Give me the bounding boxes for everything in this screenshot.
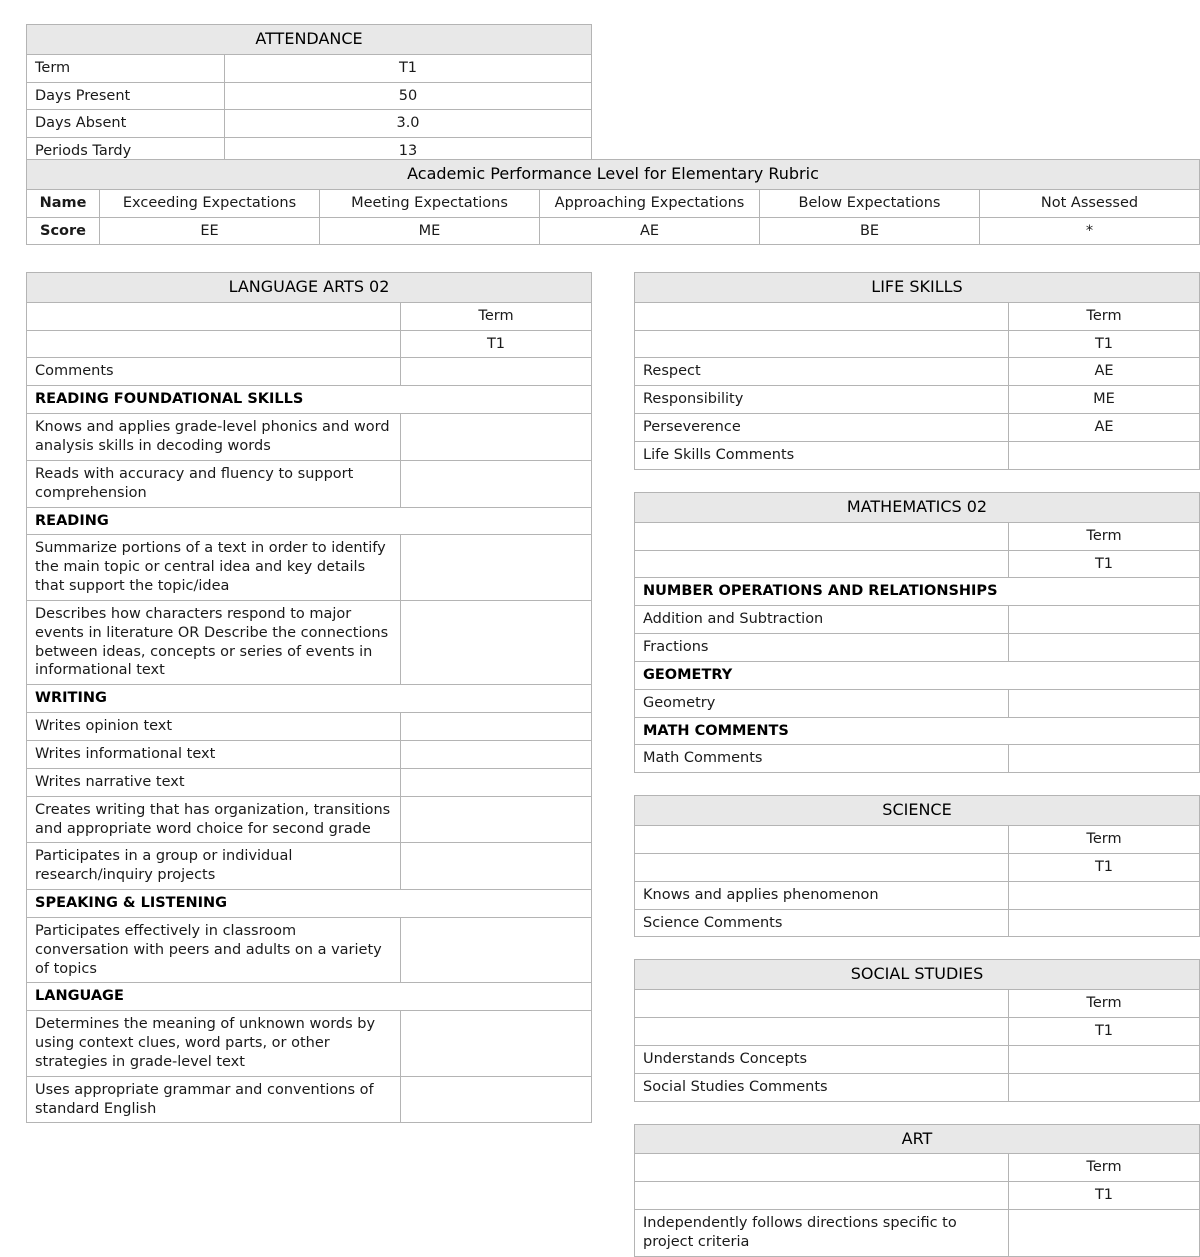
term-value-label: T1 bbox=[1009, 1018, 1200, 1046]
standard-grade-cell[interactable] bbox=[1009, 442, 1200, 470]
subject-title: ART bbox=[635, 1124, 1200, 1154]
attendance-value: 3.0 bbox=[225, 110, 592, 138]
term-header-label: Term bbox=[1009, 302, 1200, 330]
term-header-label: Term bbox=[1009, 522, 1200, 550]
standard-label: Comments bbox=[27, 358, 401, 386]
category-header-label: WRITING bbox=[27, 685, 592, 713]
standard-grade-cell[interactable] bbox=[1009, 634, 1200, 662]
standard-grade-cell[interactable] bbox=[1009, 1210, 1200, 1257]
subject-title-row bbox=[635, 960, 1200, 990]
category-header-label: MATH COMMENTS bbox=[635, 717, 1200, 745]
standard-grade-cell[interactable] bbox=[401, 414, 592, 461]
category-header-label: SPEAKING & LISTENING bbox=[27, 890, 592, 918]
standard-grade-cell[interactable] bbox=[401, 1011, 592, 1077]
standard-row bbox=[27, 713, 592, 741]
standard-label: Independently follows directions specific to project criteria bbox=[635, 1210, 1009, 1257]
term-header-row bbox=[27, 302, 592, 330]
standard-label: Science Comments bbox=[635, 909, 1009, 937]
term-value-label: T1 bbox=[1009, 1182, 1200, 1210]
rubric-level-name: Exceeding Expectations bbox=[100, 189, 320, 217]
standard-label: Responsibility bbox=[635, 386, 1009, 414]
standard-grade-cell[interactable]: AE bbox=[1009, 358, 1200, 386]
category-header-row bbox=[27, 507, 592, 535]
term-value-spacer bbox=[635, 550, 1009, 578]
term-header-label: Term bbox=[1009, 826, 1200, 854]
subject-table-language-arts-02 bbox=[26, 272, 592, 1123]
subject-title: MATHEMATICS 02 bbox=[635, 492, 1200, 522]
standard-row bbox=[27, 843, 592, 890]
subject-title: SOCIAL STUDIES bbox=[635, 960, 1200, 990]
standard-label: Participates effectively in classroom conversation with peers and adults on a variety of topics bbox=[27, 917, 401, 983]
standard-label: Writes opinion text bbox=[27, 713, 401, 741]
subject-title: LANGUAGE ARTS 02 bbox=[27, 273, 592, 303]
term-value-spacer bbox=[635, 1018, 1009, 1046]
term-value-row bbox=[635, 1182, 1200, 1210]
subject-title: LIFE SKILLS bbox=[635, 273, 1200, 303]
category-header-row bbox=[27, 890, 592, 918]
section-language-arts-02 bbox=[26, 272, 592, 1123]
standard-row bbox=[635, 909, 1200, 937]
standard-row bbox=[27, 768, 592, 796]
subject-title-row bbox=[635, 273, 1200, 303]
category-header-row bbox=[27, 685, 592, 713]
subject-title-row bbox=[635, 492, 1200, 522]
subject-table-social-studies bbox=[634, 959, 1200, 1101]
table-row bbox=[27, 110, 592, 138]
standard-label: Understands Concepts bbox=[635, 1045, 1009, 1073]
rubric-level-score: ME bbox=[320, 217, 540, 245]
standard-row bbox=[635, 442, 1200, 470]
section-art bbox=[634, 1124, 1200, 1257]
term-value-label: T1 bbox=[1009, 550, 1200, 578]
attendance-value: 50 bbox=[225, 82, 592, 110]
rubric-name-row bbox=[27, 189, 1200, 217]
standard-label: Social Studies Comments bbox=[635, 1073, 1009, 1101]
standard-row bbox=[27, 740, 592, 768]
standard-grade-cell[interactable]: AE bbox=[1009, 414, 1200, 442]
standard-row bbox=[27, 535, 592, 601]
term-header-spacer bbox=[635, 1154, 1009, 1182]
standard-label: Perseverence bbox=[635, 414, 1009, 442]
standard-label: Math Comments bbox=[635, 745, 1009, 773]
term-value-row bbox=[635, 1018, 1200, 1046]
standard-row bbox=[635, 689, 1200, 717]
category-header-row bbox=[635, 578, 1200, 606]
term-header-row bbox=[635, 302, 1200, 330]
attendance-label: Days Present bbox=[27, 82, 225, 110]
category-header-label: LANGUAGE bbox=[27, 983, 592, 1011]
rubric-table bbox=[26, 159, 1200, 245]
standard-row bbox=[635, 1210, 1200, 1257]
standard-grade-cell[interactable] bbox=[401, 535, 592, 601]
standard-grade-cell[interactable] bbox=[1009, 881, 1200, 909]
standard-row bbox=[635, 1073, 1200, 1101]
standard-row bbox=[27, 460, 592, 507]
standard-row bbox=[27, 600, 592, 684]
attendance-value: 13 bbox=[225, 138, 592, 166]
category-header-row bbox=[27, 386, 592, 414]
term-value-row bbox=[27, 330, 592, 358]
standard-grade-cell[interactable]: ME bbox=[1009, 386, 1200, 414]
attendance-label: Term bbox=[27, 54, 225, 82]
right-column bbox=[634, 272, 1200, 1257]
section-science bbox=[634, 795, 1200, 937]
table-row bbox=[27, 54, 592, 82]
standard-row bbox=[635, 881, 1200, 909]
subject-table-art bbox=[634, 1124, 1200, 1257]
term-value-label: T1 bbox=[1009, 330, 1200, 358]
standard-label: Fractions bbox=[635, 634, 1009, 662]
subject-title: SCIENCE bbox=[635, 796, 1200, 826]
standard-label: Writes informational text bbox=[27, 740, 401, 768]
term-header-spacer bbox=[635, 826, 1009, 854]
term-value-row bbox=[635, 330, 1200, 358]
term-header-row bbox=[635, 522, 1200, 550]
term-value-spacer bbox=[635, 330, 1009, 358]
rubric-level-score: * bbox=[980, 217, 1200, 245]
standard-grade-cell[interactable] bbox=[1009, 1045, 1200, 1073]
standard-grade-cell[interactable] bbox=[401, 768, 592, 796]
term-value-row bbox=[635, 853, 1200, 881]
section-social-studies bbox=[634, 959, 1200, 1101]
standard-row bbox=[27, 358, 592, 386]
standard-grade-cell[interactable] bbox=[401, 600, 592, 684]
standard-grade-cell[interactable] bbox=[1009, 1073, 1200, 1101]
rubric-level-name: Below Expectations bbox=[760, 189, 980, 217]
standard-row bbox=[27, 1011, 592, 1077]
standard-label: Knows and applies grade-level phonics and word analysis skills in decoding words bbox=[27, 414, 401, 461]
term-header-spacer bbox=[635, 522, 1009, 550]
standard-row bbox=[27, 414, 592, 461]
rubric-level-score: BE bbox=[760, 217, 980, 245]
standard-label: Creates writing that has organization, transitions and appropriate word choice for second grade bbox=[27, 796, 401, 843]
category-header-row bbox=[27, 983, 592, 1011]
subject-title-row bbox=[27, 273, 592, 303]
attendance-label: Periods Tardy bbox=[27, 138, 225, 166]
standard-row bbox=[635, 606, 1200, 634]
attendance-value: T1 bbox=[225, 54, 592, 82]
standard-row bbox=[635, 358, 1200, 386]
subject-title-row bbox=[635, 1124, 1200, 1154]
standard-row bbox=[635, 634, 1200, 662]
attendance-table bbox=[26, 24, 592, 166]
standard-label: Knows and applies phenomenon bbox=[635, 881, 1009, 909]
category-header-label: GEOMETRY bbox=[635, 661, 1200, 689]
standard-grade-cell[interactable] bbox=[1009, 606, 1200, 634]
term-header-spacer bbox=[27, 302, 401, 330]
rubric-level-name: Meeting Expectations bbox=[320, 189, 540, 217]
rubric-title-row bbox=[27, 160, 1200, 190]
standard-grade-cell[interactable] bbox=[401, 460, 592, 507]
attendance-label: Days Absent bbox=[27, 110, 225, 138]
section-mathematics-02 bbox=[634, 492, 1200, 773]
standard-label: Uses appropriate grammar and conventions of standard English bbox=[27, 1076, 401, 1123]
standard-row bbox=[635, 386, 1200, 414]
term-header-spacer bbox=[635, 990, 1009, 1018]
standard-row bbox=[27, 1076, 592, 1123]
standard-label: Respect bbox=[635, 358, 1009, 386]
standard-grade-cell[interactable] bbox=[401, 796, 592, 843]
rubric-level-score: AE bbox=[540, 217, 760, 245]
term-value-row bbox=[635, 550, 1200, 578]
standard-row bbox=[27, 796, 592, 843]
standard-grade-cell[interactable] bbox=[401, 1076, 592, 1123]
category-header-row bbox=[635, 717, 1200, 745]
standard-label: Geometry bbox=[635, 689, 1009, 717]
category-header-label: NUMBER OPERATIONS AND RELATIONSHIPS bbox=[635, 578, 1200, 606]
subject-title-row bbox=[635, 796, 1200, 826]
attendance-title-row bbox=[27, 25, 592, 55]
standard-row bbox=[27, 917, 592, 983]
rubric-title: Academic Performance Level for Elementary Rubric bbox=[27, 160, 1200, 190]
standard-row bbox=[635, 745, 1200, 773]
standard-label: Addition and Subtraction bbox=[635, 606, 1009, 634]
standard-row bbox=[635, 1045, 1200, 1073]
attendance-title: ATTENDANCE bbox=[27, 25, 592, 55]
subject-table-science bbox=[634, 795, 1200, 937]
rubric-row-label-score: Score bbox=[27, 217, 100, 245]
category-header-row bbox=[635, 661, 1200, 689]
term-value-spacer bbox=[27, 330, 401, 358]
term-value-label: T1 bbox=[1009, 853, 1200, 881]
rubric-row-label-name: Name bbox=[27, 189, 100, 217]
category-header-label: READING bbox=[27, 507, 592, 535]
standard-grade-cell[interactable] bbox=[1009, 745, 1200, 773]
term-header-spacer bbox=[635, 302, 1009, 330]
term-header-label: Term bbox=[1009, 990, 1200, 1018]
standard-grade-cell[interactable] bbox=[1009, 909, 1200, 937]
term-header-row bbox=[635, 826, 1200, 854]
term-value-spacer bbox=[635, 1182, 1009, 1210]
term-header-label: Term bbox=[401, 302, 592, 330]
standard-label: Life Skills Comments bbox=[635, 442, 1009, 470]
standard-label: Reads with accuracy and fluency to support comprehension bbox=[27, 460, 401, 507]
standard-row bbox=[635, 414, 1200, 442]
rubric-level-name: Not Assessed bbox=[980, 189, 1200, 217]
left-column bbox=[26, 272, 592, 1123]
rubric-score-row bbox=[27, 217, 1200, 245]
term-header-label: Term bbox=[1009, 1154, 1200, 1182]
standard-label: Describes how characters respond to major events in literature OR Describe the connections between ideas, concepts or series of events in informational text bbox=[27, 600, 401, 684]
standard-grade-cell[interactable] bbox=[401, 358, 592, 386]
section-life-skills bbox=[634, 272, 1200, 470]
standard-grade-cell[interactable] bbox=[401, 713, 592, 741]
term-header-row bbox=[635, 990, 1200, 1018]
term-value-label: T1 bbox=[401, 330, 592, 358]
rubric-level-score: EE bbox=[100, 217, 320, 245]
standard-label: Determines the meaning of unknown words by using context clues, word parts, or other strategies in grade-level text bbox=[27, 1011, 401, 1077]
table-row bbox=[27, 82, 592, 110]
standard-grade-cell[interactable] bbox=[401, 740, 592, 768]
term-header-row bbox=[635, 1154, 1200, 1182]
subject-table-life-skills bbox=[634, 272, 1200, 470]
category-header-label: READING FOUNDATIONAL SKILLS bbox=[27, 386, 592, 414]
subject-table-mathematics-02 bbox=[634, 492, 1200, 773]
standard-label: Summarize portions of a text in order to identify the main topic or central idea and key details that support the topic/idea bbox=[27, 535, 401, 601]
standard-grade-cell[interactable] bbox=[1009, 689, 1200, 717]
standard-label: Participates in a group or individual research/inquiry projects bbox=[27, 843, 401, 890]
term-value-spacer bbox=[635, 853, 1009, 881]
rubric-level-name: Approaching Expectations bbox=[540, 189, 760, 217]
standard-grade-cell[interactable] bbox=[401, 843, 592, 890]
standard-grade-cell[interactable] bbox=[401, 917, 592, 983]
standard-label: Writes narrative text bbox=[27, 768, 401, 796]
